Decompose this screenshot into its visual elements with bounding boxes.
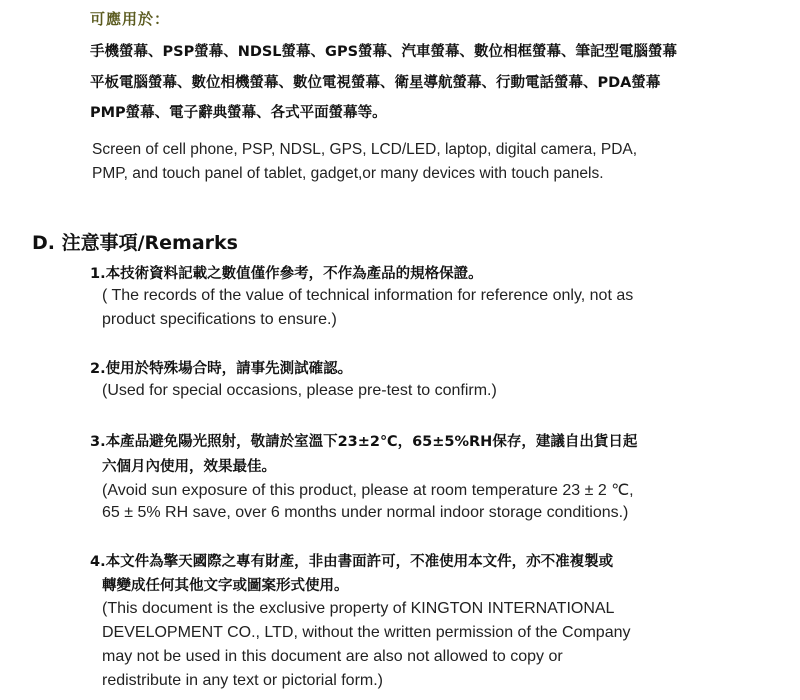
remark-4-en-line-1: (This document is the exclusive property of KINGTON INTERNATIONAL — [102, 600, 615, 617]
remark-4-zh-line-2: 轉變成任何其他文字或圖案形式使用。 — [102, 578, 349, 594]
applicable-zh-line-2: 平板電腦螢幕、數位相機螢幕、數位電視螢幕、衛星導航螢幕、行動電話螢幕、PDA螢幕 — [90, 75, 661, 91]
remark-3-en-line-1: (Avoid sun exposure of this product, please at room temperature 23 ± 2 ℃, — [102, 482, 634, 499]
remark-2-en-line-1: (Used for special occasions, please pre-test to confirm.) — [102, 382, 497, 399]
remark-4-en-line-4: redistribute in any text or pictorial form.) — [102, 672, 383, 689]
applicable-en-line-2: PMP, and touch panel of tablet, gadget,or many devices with touch panels. — [92, 165, 604, 182]
remark-2-zh-line-1: 2.使用於特殊場合時，請事先測試確認。 — [90, 361, 353, 377]
remarks-heading: D. 注意事項/Remarks — [32, 232, 238, 254]
applicable-en-line-1: Screen of cell phone, PSP, NDSL, GPS, LCD/LED, laptop, digital camera, PDA, — [92, 141, 638, 158]
remark-1-en-line-1: ( The records of the value of technical information for reference only, not as — [102, 287, 634, 304]
applicable-heading: 可應用於： — [90, 10, 171, 28]
applicable-zh-line-1: 手機螢幕、PSP螢幕、NDSL螢幕、GPS螢幕、汽車螢幕、數位相框螢幕、筆記型電腦螢幕 — [90, 44, 678, 60]
remark-1-en-line-2: product specifications to ensure.) — [102, 311, 337, 328]
remark-3-zh-line-1: 3.本產品避免陽光照射，敬請於室溫下23±2℃，65±5%RH保存，建議自出貨日起 — [90, 434, 638, 450]
remark-3-en-line-2: 65 ± 5% RH save, over 6 months under normal indoor storage conditions.) — [102, 504, 629, 521]
remark-4-en-line-2: DEVELOPMENT CO., LTD, without the written permission of the Company — [102, 624, 631, 641]
remark-4-en-line-3: may not be used in this document are also not allowed to copy or — [102, 648, 563, 665]
remark-3-zh-line-2: 六個月內使用，效果最佳。 — [102, 459, 276, 475]
remark-1-zh-line-1: 1.本技術資料記載之數值僅作參考，不作為產品的規格保證。 — [90, 266, 483, 282]
applicable-zh-line-3: PMP螢幕、電子辭典螢幕、各式平面螢幕等。 — [90, 105, 387, 121]
remark-4-zh-line-1: 4.本文件為擎天國際之專有財產，非由書面許可，不准使用本文件，亦不准複製或 — [90, 554, 614, 570]
